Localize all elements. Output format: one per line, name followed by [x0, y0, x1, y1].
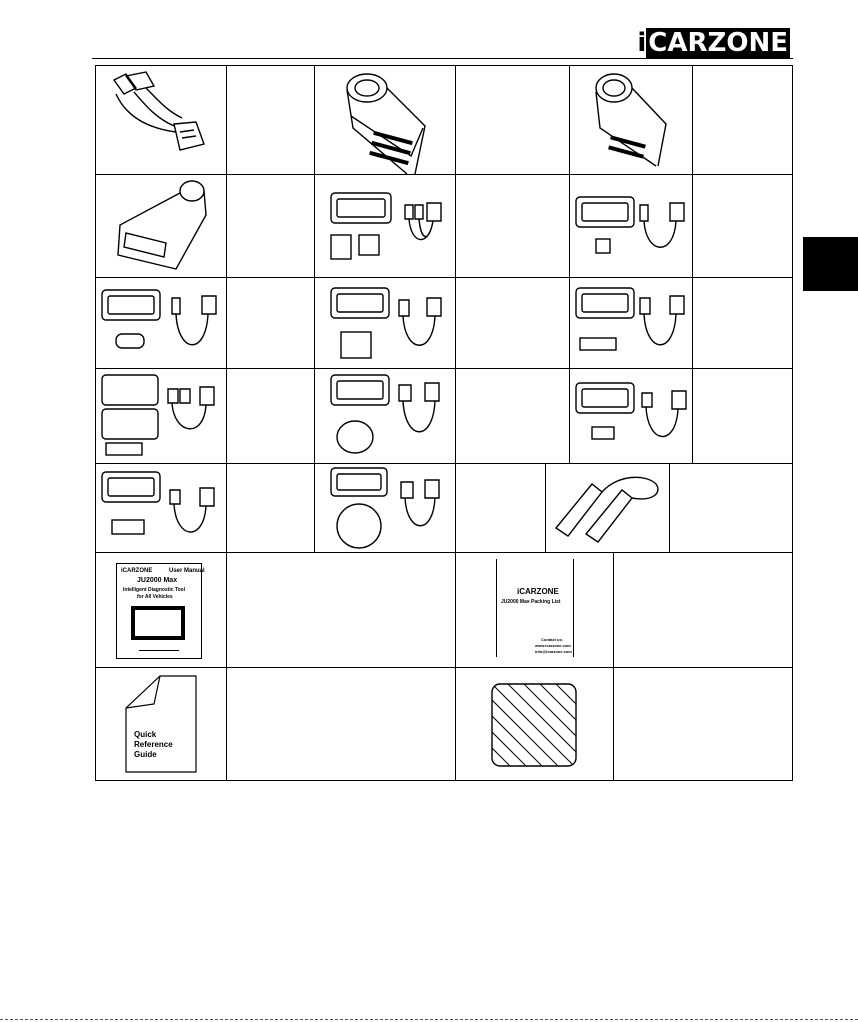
- manual-brand: iCARZONE: [121, 568, 153, 574]
- accessory-label: [226, 552, 456, 668]
- screen-protector-icon: [456, 668, 613, 780]
- accessory-label: [226, 174, 315, 278]
- accessory-label: [226, 463, 315, 553]
- obd-cable-icon: [570, 369, 692, 463]
- manual-footer-line: [139, 650, 179, 651]
- accessory-cell: [569, 368, 693, 464]
- round-adapter-icon: [315, 66, 455, 174]
- accessory-label: [455, 174, 570, 278]
- accessory-cell: [314, 277, 456, 369]
- accessory-cell: [314, 174, 456, 278]
- accessory-label: [692, 65, 793, 175]
- packing-brand: iCARZONE: [517, 587, 559, 596]
- quick-guide-icon: [96, 668, 226, 780]
- accessory-cell: [314, 463, 456, 553]
- pin-adapter-icon: [570, 66, 692, 174]
- accessory-cell: [95, 277, 227, 369]
- obd-adapter-icon: [96, 175, 226, 277]
- obd-cable-icon: [96, 278, 226, 368]
- accessory-label: [692, 277, 793, 369]
- brand-logo-wordmark: iCARZONE: [637, 28, 788, 58]
- manual-subtitle-2: for All Vehicles: [137, 594, 173, 600]
- accessory-cell: [569, 277, 693, 369]
- accessory-label: [613, 552, 793, 668]
- accessory-label: [613, 667, 793, 781]
- accessory-label: [455, 368, 570, 464]
- accessory-label: [455, 65, 570, 175]
- accessory-cell: [569, 65, 693, 175]
- packing-footer-1: Contact us:: [541, 637, 563, 642]
- accessory-cell: [314, 65, 456, 175]
- accessory-cell: [95, 174, 227, 278]
- packing-footer-3: info@icarzone.com: [535, 649, 572, 654]
- obd-cable-icon: [315, 464, 455, 552]
- quick-guide-line-2: Reference: [134, 740, 173, 749]
- accessory-cell: [95, 65, 227, 175]
- accessory-cell: [95, 667, 227, 781]
- quick-guide-line-1: Quick: [134, 730, 157, 739]
- obd-cable-icon: [96, 464, 226, 552]
- accessory-label: [226, 368, 315, 464]
- packing-footer-2: www.icarzone.com: [535, 643, 571, 648]
- dual-obd-cable-icon: [315, 175, 455, 277]
- accessory-cell: [455, 552, 614, 668]
- accessory-cell: [95, 368, 227, 464]
- accessory-label: [226, 277, 315, 369]
- battery-clamp-icon: [546, 464, 669, 552]
- obd-cable-icon: [315, 278, 455, 368]
- accessory-label: [226, 65, 315, 175]
- accessory-label: [669, 463, 793, 553]
- accessory-cell: [95, 463, 227, 553]
- packing-title: JU2000 Max Packing List: [501, 599, 561, 605]
- accessory-cell: [455, 667, 614, 781]
- accessory-label: [455, 277, 570, 369]
- accessory-label: [226, 667, 456, 781]
- packing-list-cover: [496, 559, 574, 657]
- accessory-cell: [545, 463, 670, 553]
- accessory-label: [455, 463, 546, 553]
- page-cut-line: [0, 1019, 858, 1020]
- user-manual-cover: [116, 563, 205, 659]
- accessory-cell: [569, 174, 693, 278]
- accessory-label: [692, 174, 793, 278]
- accessory-label: [692, 368, 793, 464]
- obd-cable-icon: [570, 278, 692, 368]
- accessory-cell: [314, 368, 456, 464]
- manual-title: JU2000 Max: [137, 577, 178, 584]
- y-cable-icon: [96, 66, 226, 174]
- dual-obd-cable-icon: [96, 369, 226, 463]
- obd-cable-icon: [570, 175, 692, 277]
- quick-guide-line-3: Guide: [134, 750, 157, 759]
- manual-subtitle-1: Intelligent Diagnostic Tool: [123, 587, 186, 593]
- obd-cable-icon: [315, 369, 455, 463]
- manual-header: User Manual: [169, 568, 205, 574]
- accessory-cell: [95, 552, 227, 668]
- tablet-illustration: [131, 606, 185, 640]
